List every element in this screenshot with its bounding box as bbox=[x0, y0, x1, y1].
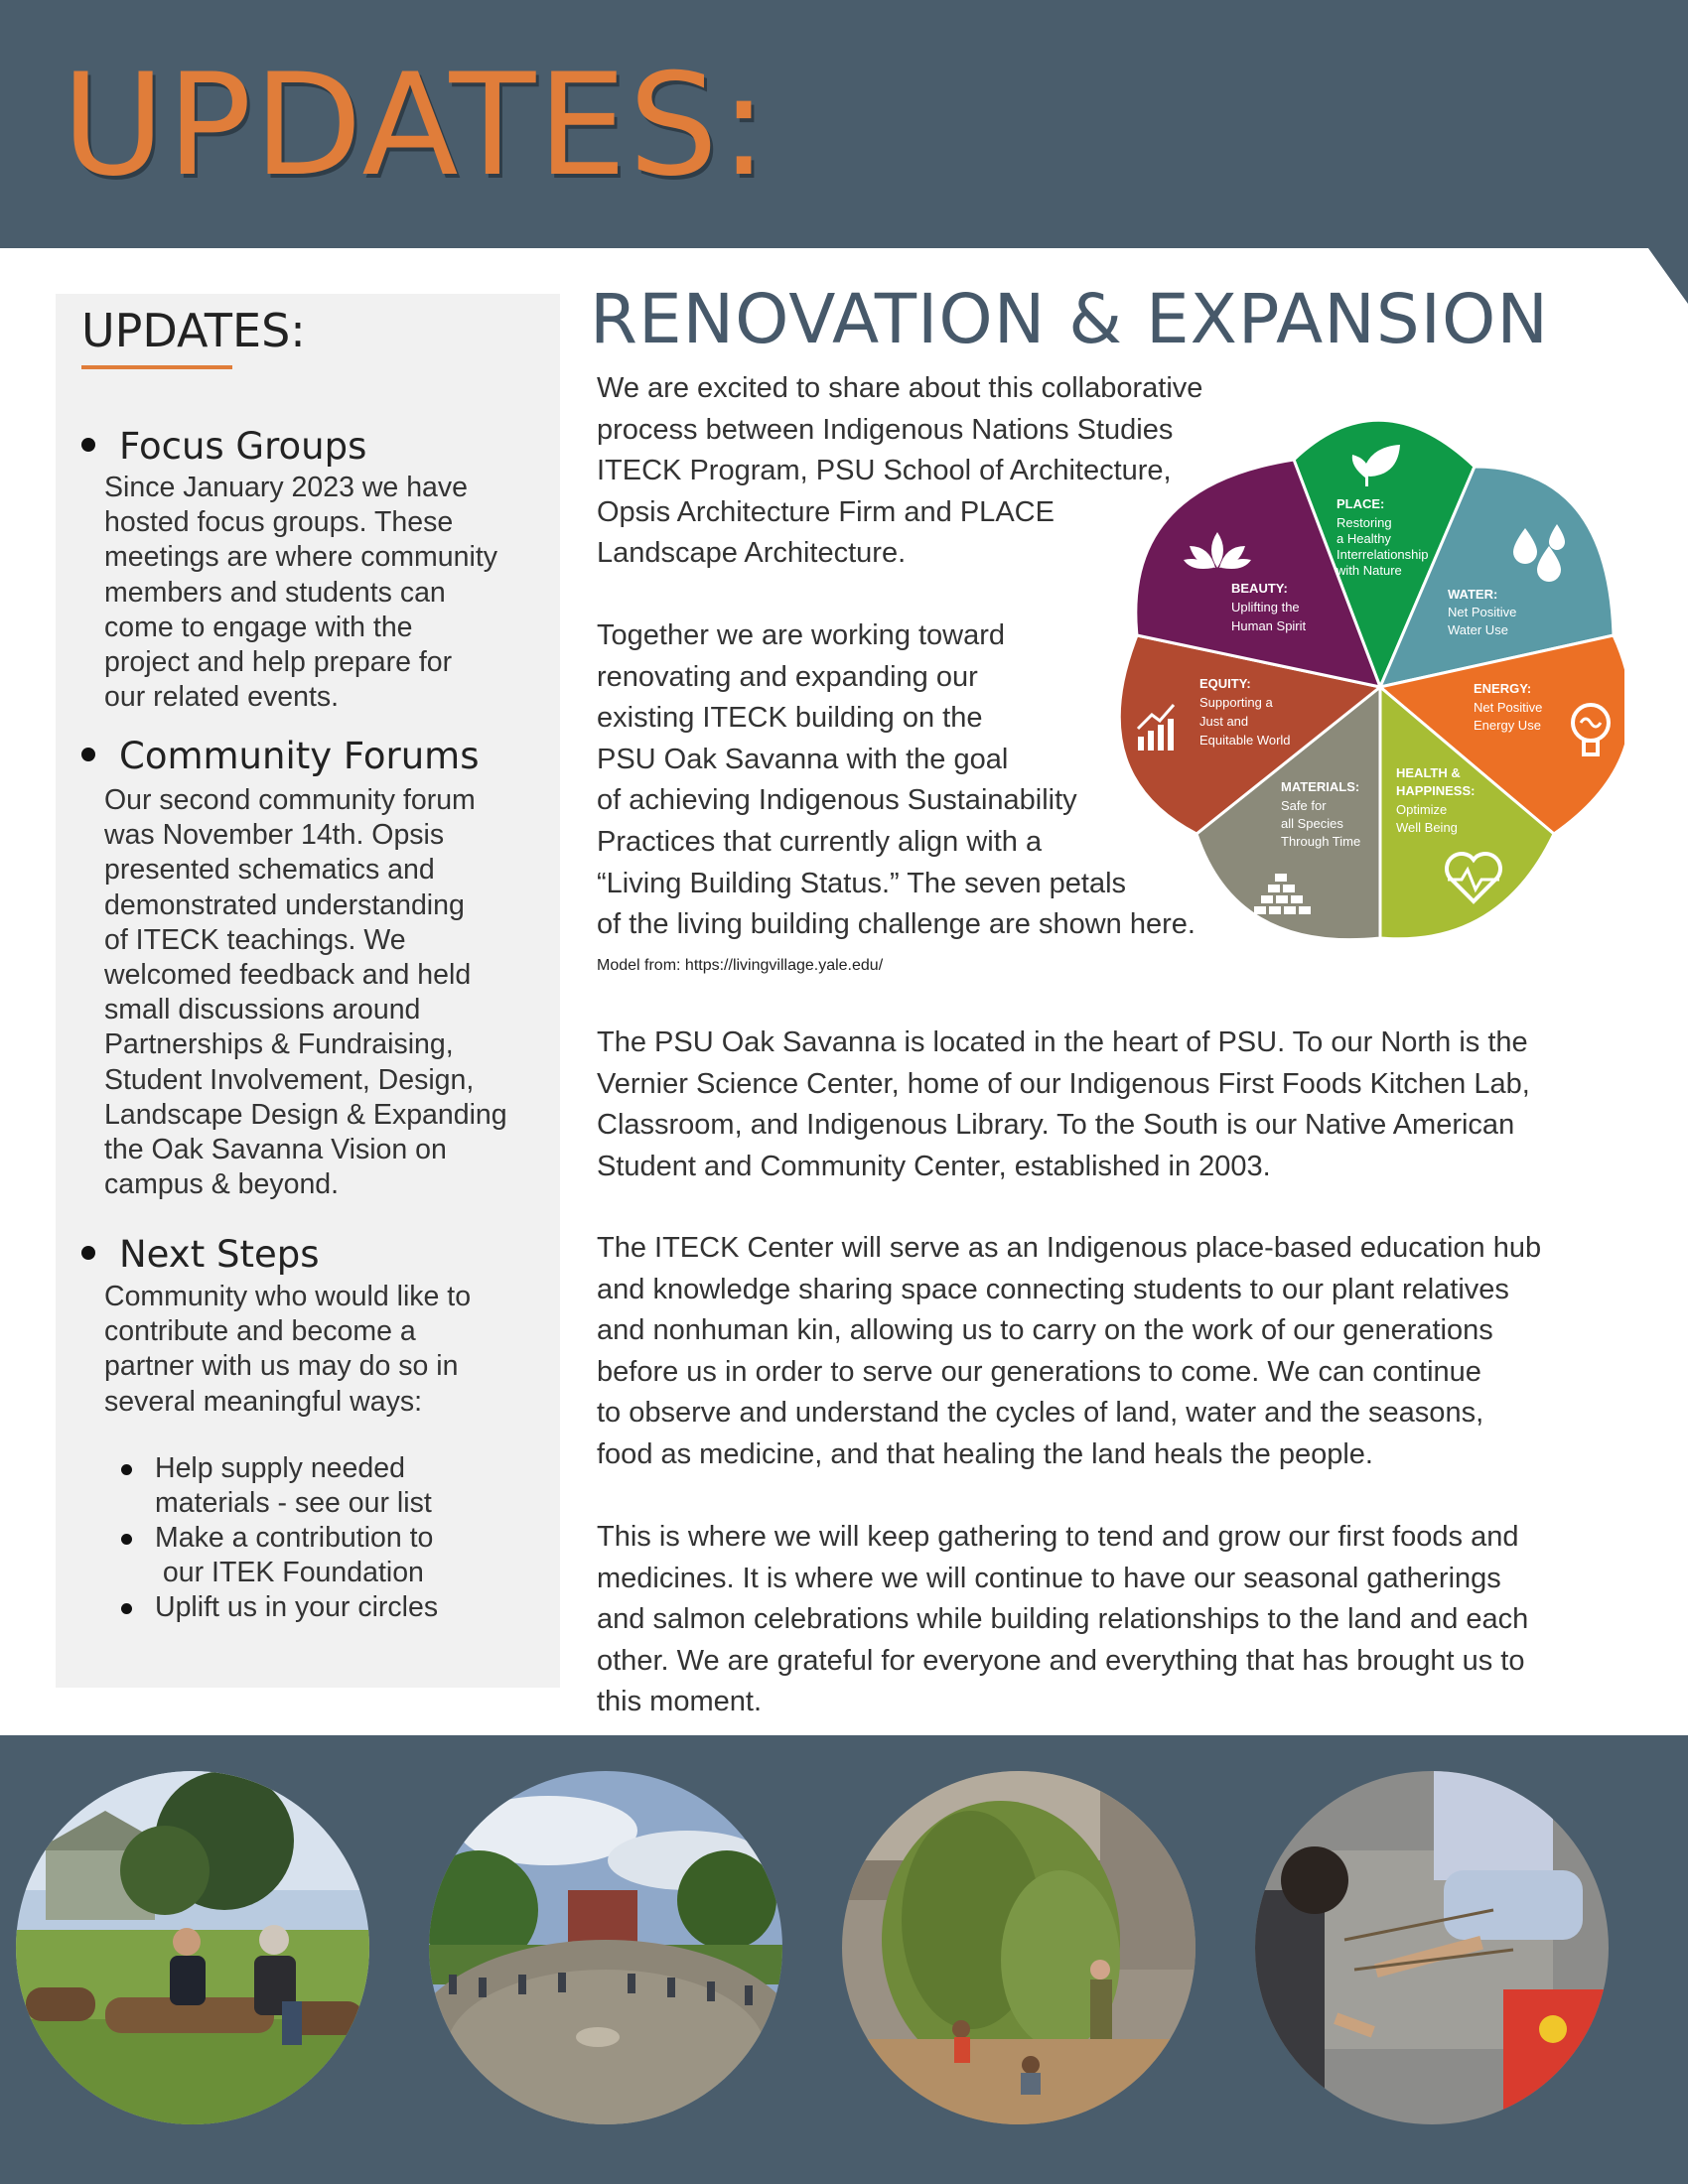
location-paragraph: The PSU Oak Savanna is located in the heart of PSU. To our North is the Vernier Science Center, home of our Indigenous First Foods Kitchen Lab, Classroom, and Indigenous Library. To the South is our Native American Student and Community Center, established in 2003. bbox=[597, 1026, 1530, 1182]
svg-text:Equitable World: Equitable World bbox=[1199, 733, 1291, 748]
svg-text:Restoring: Restoring bbox=[1336, 515, 1392, 530]
svg-text:Net Positive: Net Positive bbox=[1448, 605, 1517, 619]
petal-label-energy: ENERGY: bbox=[1474, 681, 1532, 696]
list-item: Help supply needed materials - see our list bbox=[117, 1451, 544, 1521]
section-heading-community-forums: Community Forums bbox=[81, 735, 479, 777]
section-body-next-steps: Community who would like to contribute and become a partner with us may do so in several meaningful ways: bbox=[104, 1281, 472, 1418]
living-building-petal-diagram bbox=[1098, 409, 1624, 959]
photo-gathering-circle bbox=[429, 1771, 782, 2124]
svg-text:Energy Use: Energy Use bbox=[1474, 718, 1541, 733]
together-paragraph: Together we are working toward renovating and expanding our existing ITECK building on the PSU Oak Savanna with the goal of achieving Indigenous Sustainability Practices that currently align with a “Living Building Status.” The seven petals of the living building challenge are shown here. bbox=[597, 619, 1196, 941]
intro-paragraph: We are excited to share about this collaborative process between Indigenous Nations Studies ITECK Program, PSU School of Architecture, Opsis Architecture Firm and PLACE Landscape Architecture. bbox=[597, 372, 1203, 570]
photo-willow-structure bbox=[842, 1771, 1196, 2124]
ways-list bbox=[117, 1451, 544, 1625]
petal-label-equity: EQUITY: bbox=[1199, 676, 1251, 691]
svg-text:Uplifting the: Uplifting the bbox=[1231, 600, 1300, 614]
svg-text:with Nature: with Nature bbox=[1336, 563, 1402, 578]
svg-text:Optimize: Optimize bbox=[1396, 802, 1448, 817]
svg-text:Well Being: Well Being bbox=[1396, 820, 1458, 835]
sidebar-title: UPDATES: bbox=[81, 304, 306, 357]
svg-text:Water Use: Water Use bbox=[1448, 622, 1508, 637]
gathering-paragraph: This is where we will keep gathering to tend and grow our first foods and medicines. It is where we will continue to have our seasonal gatherings and salmon celebrations while building relationships to the land and each other. We are grateful for everyone and everything that has brought us to this moment. bbox=[597, 1521, 1529, 1718]
list-item: Uplift us in your circles bbox=[117, 1590, 544, 1625]
svg-text:Safe for: Safe for bbox=[1281, 798, 1327, 813]
svg-text:a Healthy: a Healthy bbox=[1336, 531, 1391, 546]
photo-weaving-workshop bbox=[1255, 1771, 1609, 2124]
svg-text:Interrelationship: Interrelationship bbox=[1336, 547, 1429, 562]
svg-text:HAPPINESS:: HAPPINESS: bbox=[1396, 783, 1476, 798]
petal-label-water: WATER: bbox=[1448, 587, 1498, 602]
petal-label-beauty: BEAUTY: bbox=[1231, 581, 1288, 596]
svg-text:Through Time: Through Time bbox=[1281, 834, 1361, 849]
bullet-icon bbox=[81, 748, 95, 761]
svg-text:Just and: Just and bbox=[1199, 714, 1249, 729]
model-credit: Model from: https://livingvillage.yale.edu/ bbox=[597, 957, 884, 974]
bullet-icon bbox=[121, 1534, 132, 1545]
petal-label-place: PLACE: bbox=[1336, 496, 1385, 511]
petal-label-materials: MATERIALS: bbox=[1281, 779, 1360, 794]
section-body-focus-groups: Since January 2023 we have hosted focus groups. These meetings are where community members and students can come to engage with the project and help prepare for our related events. bbox=[104, 472, 497, 714]
bullet-icon bbox=[121, 1603, 132, 1614]
section-title: RENOVATION & EXPANSION bbox=[590, 280, 1549, 359]
svg-text:Human Spirit: Human Spirit bbox=[1231, 618, 1307, 633]
svg-text:all Species: all Species bbox=[1281, 816, 1343, 831]
page-title: UPDATES: bbox=[62, 44, 770, 207]
photo-oak-savanna-conversation bbox=[16, 1771, 369, 2124]
petal-label-health: HEALTH & bbox=[1396, 765, 1461, 780]
svg-text:Net Positive: Net Positive bbox=[1474, 700, 1543, 715]
sidebar-title-rule bbox=[81, 365, 232, 369]
list-item: Make a contribution to our ITEK Foundation bbox=[117, 1521, 544, 1590]
section-heading-focus-groups: Focus Groups bbox=[81, 425, 366, 468]
iteck-center-paragraph: The ITECK Center will serve as an Indigenous place-based education hub and knowledge sharing space connecting students to our plant relatives and nonhuman kin, allowing us to carry on the work of our generations before us in order to serve our generations to come. We can continue to observe and understand the cycles of land, water and the seasons, food as medicine, and that healing the land heals the people. bbox=[597, 1232, 1542, 1470]
bullet-icon bbox=[121, 1464, 132, 1475]
bullet-icon bbox=[81, 438, 95, 452]
svg-text:Supporting a: Supporting a bbox=[1199, 695, 1273, 710]
bullet-icon bbox=[81, 1246, 95, 1260]
header-tab bbox=[1648, 248, 1688, 304]
section-body-community-forums: Our second community forum was November 14th. Opsis presented schematics and demonstrated understanding of ITECK teachings. We welcomed feedback and held small discussions around Partnerships & Fundraising, Student Involvement, Design, Landscape Design & Expanding the Oak Savanna Vision on campus & beyond. bbox=[104, 784, 507, 1201]
section-heading-next-steps: Next Steps bbox=[81, 1233, 319, 1276]
